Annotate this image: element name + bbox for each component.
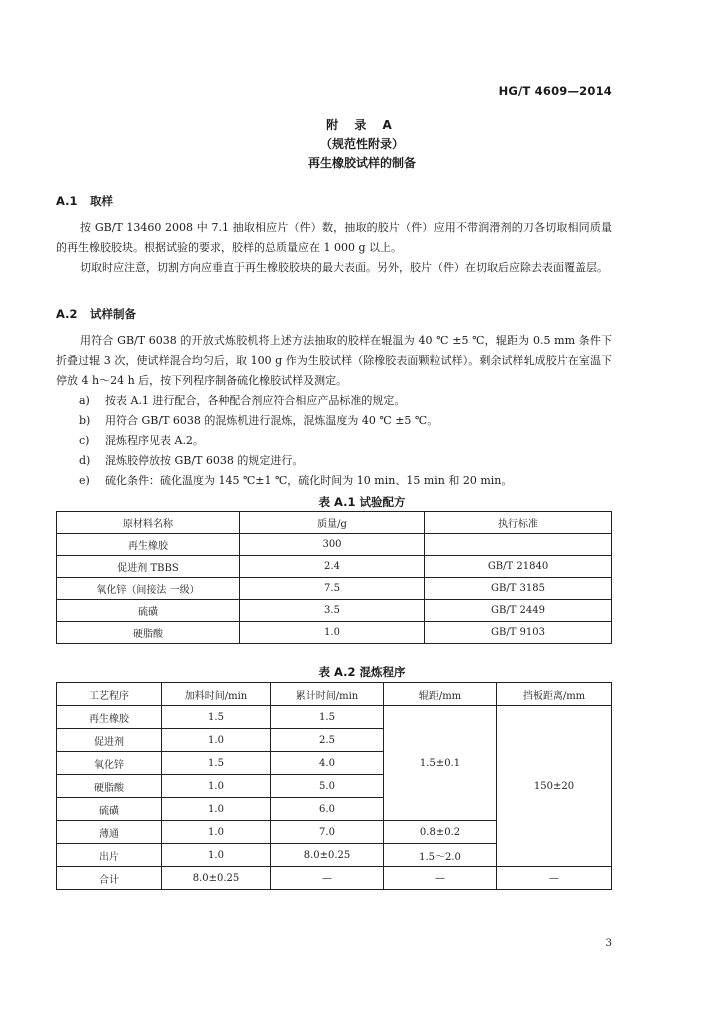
table-cell: 氧化锌（间接法 一级） xyxy=(57,578,240,600)
table-cell: 硫磺 xyxy=(57,600,240,622)
table-cell-gap: 0.8±0.2 xyxy=(384,821,497,844)
table-cell: 1.0 xyxy=(162,798,271,821)
table-cell: 1.0 xyxy=(162,729,271,752)
section-a1-heading xyxy=(56,193,113,209)
section-a2-para1: 用符合 GB/T 6038 的开放式炼胶机将上述方法抽取的胶样在辊温为 40 ℃ ±5 ℃，辊距为 0.5 mm 条件下折叠过辊 3 次，使试样混合均匀后，取 100 g 作为生胶试样（除橡胶表面颗粒试样）。剩余试样轧成胶片在室温下停放 4 h～24 h 后，按下列程序制备硫化橡胶试样及测定。 xyxy=(56,334,612,387)
table-cell: 1.0 xyxy=(162,821,271,844)
table-cell: 氧化锌 xyxy=(57,752,162,775)
list-item: c) 混炼程序见表 A.2。 xyxy=(79,434,204,447)
table-cell: 8.0±0.25 xyxy=(271,844,384,867)
table-cell: 再生橡胶 xyxy=(57,534,240,556)
table-cell: — xyxy=(497,867,612,890)
table-cell: 促进剂 xyxy=(57,729,162,752)
table-row xyxy=(57,706,612,729)
standard-code: HG/T 4609—2014 xyxy=(498,84,612,98)
table-cell: 2.4 xyxy=(240,556,425,578)
table-a1 xyxy=(56,511,612,644)
table-a2-caption: 表 A.2 混炼程序 xyxy=(318,665,406,679)
table-header-cell: 质量/g xyxy=(240,512,425,534)
table-cell: 薄通 xyxy=(57,821,162,844)
table-header-cell: 辊距/mm xyxy=(384,683,497,706)
table-cell: GB/T 9103 xyxy=(425,622,612,644)
section-a2-title: 试样制备 xyxy=(90,307,136,321)
table-cell: 1.0 xyxy=(162,844,271,867)
table-cell: 1.5 xyxy=(162,752,271,775)
table-row xyxy=(57,600,612,622)
table-cell: 5.0 xyxy=(271,775,384,798)
appendix-title: 附 录 A xyxy=(326,118,398,132)
table-cell: 硬脂酸 xyxy=(57,622,240,644)
section-a2-number: A.2 xyxy=(56,307,78,321)
table-header-cell: 执行标准 xyxy=(425,512,612,534)
list-item: b) 用符合 GB/T 6038 的混炼机进行混炼，混炼温度为 40 ℃ ±5 ℃。 xyxy=(79,414,439,427)
section-a1-number: A.1 xyxy=(56,194,78,208)
table-cell: 1.0 xyxy=(162,775,271,798)
list-item: e) 硫化条件：硫化温度为 145 ℃±1 ℃，硫化时间为 10 min、15 min 和 20 min。 xyxy=(79,474,513,487)
table-header-cell: 累计时间/min xyxy=(271,683,384,706)
table-cell: 硫磺 xyxy=(57,798,162,821)
table-cell: 出片 xyxy=(57,844,162,867)
table-cell: 1.5 xyxy=(271,706,384,729)
table-cell-baffle: 150±20 xyxy=(497,706,612,867)
table-a1-caption: 表 A.1 试验配方 xyxy=(318,495,406,509)
table-header-row xyxy=(57,512,612,534)
table-cell: 硬脂酸 xyxy=(57,775,162,798)
table-a2 xyxy=(56,682,612,890)
table-cell: — xyxy=(384,867,497,890)
table-cell: 7.0 xyxy=(271,821,384,844)
section-a1-para2: 切取时应注意，切割方向应垂直于再生橡胶胶块的最大表面。另外，胶片（件）在切取后应除去表面覆盖层。 xyxy=(80,261,608,274)
table-cell: 6.0 xyxy=(271,798,384,821)
table-header-cell: 加料时间/min xyxy=(162,683,271,706)
table-cell: 合计 xyxy=(57,867,162,890)
table-cell: 再生橡胶 xyxy=(57,706,162,729)
table-cell: GB/T 21840 xyxy=(425,556,612,578)
section-a1-title: 取样 xyxy=(90,194,113,208)
table-cell: — xyxy=(271,867,384,890)
table-cell-gap: 1.5±0.1 xyxy=(384,706,497,821)
table-cell: 2.5 xyxy=(271,729,384,752)
table-cell: 7.5 xyxy=(240,578,425,600)
appendix-title-block xyxy=(0,116,724,173)
section-a1-para1: 按 GB/T 13460 2008 中 7.1 抽取相应片（件）数，抽取的胶片（件）应用不带润滑剂的刀各切取相同质量的再生橡胶胶块。根据试验的要求，胶样的总质量应在 1 000 g 以上。 xyxy=(56,221,612,254)
table-cell-gap: 1.5～2.0 xyxy=(384,844,497,867)
appendix-name: 再生橡胶试样的制备 xyxy=(307,156,416,170)
table-cell: 4.0 xyxy=(271,752,384,775)
table-header-cell: 工艺程序 xyxy=(57,683,162,706)
table-row xyxy=(57,622,612,644)
table-cell xyxy=(425,534,612,556)
table-row xyxy=(57,556,612,578)
table-cell: GB/T 2449 xyxy=(425,600,612,622)
appendix-subtitle: （规范性附录） xyxy=(319,137,404,151)
table-cell: 促进剂 TBBS xyxy=(57,556,240,578)
table-header-cell: 挡板距离/mm xyxy=(497,683,612,706)
table-cell: GB/T 3185 xyxy=(425,578,612,600)
table-header-cell: 原材料名称 xyxy=(57,512,240,534)
table-cell: 8.0±0.25 xyxy=(162,867,271,890)
table-header-row xyxy=(57,683,612,706)
table-cell: 300 xyxy=(240,534,425,556)
page-number: 3 xyxy=(605,938,612,949)
table-row xyxy=(57,578,612,600)
list-item: a) 按表 A.1 进行配合，各种配合剂应符合相应产品标准的规定。 xyxy=(79,394,406,407)
section-a2-heading xyxy=(56,306,136,322)
table-cell: 3.5 xyxy=(240,600,425,622)
list-item: d) 混炼胶停放按 GB/T 6038 的规定进行。 xyxy=(79,454,304,467)
table-cell: 1.0 xyxy=(240,622,425,644)
table-row-total xyxy=(57,867,612,890)
table-cell: 1.5 xyxy=(162,706,271,729)
table-row xyxy=(57,534,612,556)
